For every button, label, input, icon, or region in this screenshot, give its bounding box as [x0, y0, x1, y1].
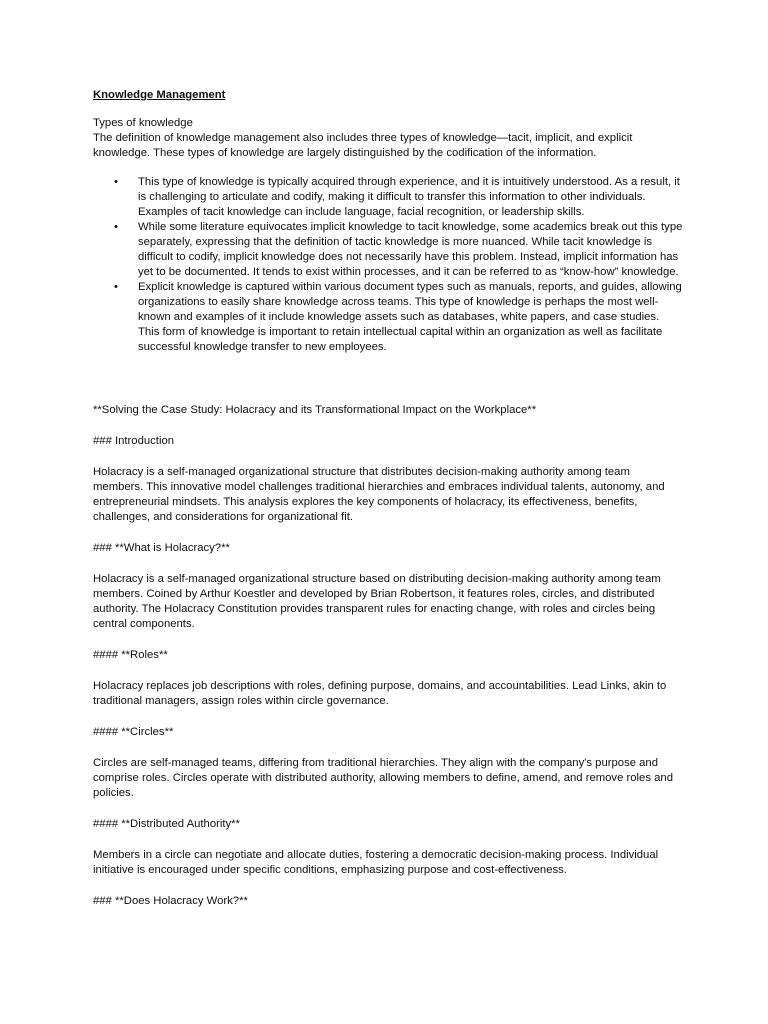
document-title: Knowledge Management	[93, 89, 226, 101]
document-page	[93, 88, 683, 909]
circles-paragraph: Circles are self-managed teams, differing from traditional hierarchies. They align with the company's purpose and comprise roles. Circles operate with distributed authority, allowing members to define, amend, and remove roles and policies.	[93, 757, 673, 799]
knowledge-types-list	[93, 175, 683, 355]
what-is-holacracy-paragraph: Holacracy is a self-managed organizational structure based on distributing decision-making authority among team members. Coined by Arthur Koestler and developed by Brian Robertson, it features roles, circles, and distributed authority. The Holacracy Constitution provides transparent rules for enacting change, with roles and circles being central components.	[93, 573, 661, 630]
bullet-icon: •	[114, 221, 118, 233]
list-item-text: While some literature equivocates implicit knowledge to tacit knowledge, some academics break out this type separately, expressing that the definition of tactic knowledge is more nuanced. While tacit knowledge is difficult to codify, implicit knowledge does not necessarily have this problem. Instead, implicit information has yet to be documented. It tends to exist within processes, and it can be referred to as “know-how” knowledge.	[138, 221, 683, 278]
roles-paragraph: Holacracy replaces job descriptions with roles, defining purpose, domains, and accountabilities. Lead Links, akin to traditional managers, assign roles within circle governance.	[93, 680, 667, 707]
bullet-icon: •	[114, 176, 118, 188]
types-heading: Types of knowledge	[93, 117, 193, 129]
case-study-title: **Solving the Case Study: Holacracy and its Transformational Impact on the Workplace**	[93, 404, 537, 416]
circles-heading: #### **Circles**	[93, 726, 174, 738]
list-item-text: This type of knowledge is typically acquired through experience, and it is intuitively understood. As a result, it is challenging to articulate and codify, making it difficult to transfer this information to other individuals. Examples of tacit knowledge can include language, facial recognition, or leadership skills.	[138, 176, 680, 218]
list-item	[114, 220, 683, 280]
introduction-paragraph: Holacracy is a self-managed organizational structure that distributes decision-making authority among team members. This innovative model challenges traditional hierarchies and embraces individual talents, autonomy, and entrepreneurial mindsets. This analysis explores the key components of holacracy, its effectiveness, benefits, challenges, and considerations for organizational fit.	[93, 466, 665, 523]
distributed-authority-paragraph: Members in a circle can negotiate and allocate duties, fostering a democratic decision-making process. Individual initiative is encouraged under specific conditions, emphasizing purpose and cost-effectiveness.	[93, 849, 659, 876]
roles-heading: #### **Roles**	[93, 649, 168, 661]
list-item	[114, 175, 683, 220]
does-holacracy-work-heading: ### **Does Holacracy Work?**	[93, 895, 248, 907]
introduction-heading: ### Introduction	[93, 435, 175, 447]
list-item	[114, 280, 683, 355]
distributed-authority-heading: #### **Distributed Authority**	[93, 818, 240, 830]
intro-paragraph: The definition of knowledge management also includes three types of knowledge—tacit, implicit, and explicit knowledge. These types of knowledge are largely distinguished by the codification of the information.	[93, 132, 633, 159]
what-is-holacracy-heading: ### **What is Holacracy?**	[93, 542, 230, 554]
list-item-text: Explicit knowledge is captured within various document types such as manuals, reports, and guides, allowing organizations to easily share knowledge across teams. This type of knowledge is perhaps the most well-known and examples of it include knowledge assets such as databases, white papers, and case studies. This form of knowledge is important to retain intellectual capital within an organization as well as facilitate successful knowledge transfer to new employees.	[138, 281, 682, 353]
bullet-icon: •	[114, 281, 118, 293]
